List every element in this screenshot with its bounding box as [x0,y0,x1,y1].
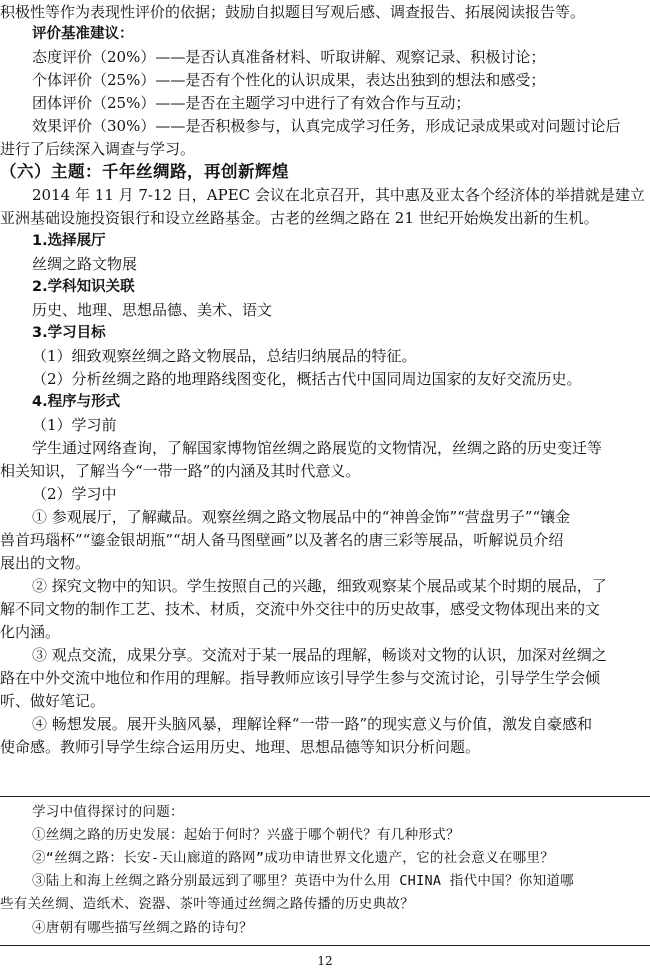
box-title: 学习中值得探讨的问题： [32,804,184,820]
question-item: ③陆上和海上丝绸之路分别最远到了哪里？英语中为什么用 CHINA 指代中国？你知道哪 [32,873,574,889]
question-item: ④唐朝有哪些描写丝绸之路的诗句？ [32,920,253,936]
discussion-box [0,796,650,946]
text-line: 丝绸之路文物展 [32,255,138,273]
text-line: ② 探究文物中的知识。学生按照自己的兴趣，细致观察某个展品或某个时期的展品，了 [32,577,607,595]
text-line: 积极性等作为表现性评价的依据；鼓励自拟题目写观后感、调查报告、拓展阅读报告等。 [0,3,586,21]
text-line: 亚洲基础设施投资银行和设立丝路基金。古老的丝绸之路在 21 世纪开始焕发出新的生机。 [0,209,599,227]
text-line: 团体评价（25%）——是否在主题学习中进行了有效合作与互动； [32,94,471,112]
text-line: 进行了后续深入调查与学习。 [0,140,196,158]
text-line: 历史、地理、思想品德、美术、语文 [32,301,273,319]
text-line: 展出的文物。 [0,554,91,572]
text-line: ④ 畅想发展。展开头脑风暴，理解诠释“一带一路”的现实意义与价值，激发自豪感和 [32,715,593,733]
text-line: （2）学习中 [32,485,117,503]
text-line: （2）分析丝绸之路的地理路线图变化，概括古代中国同周边国家的友好交流历史。 [32,370,582,388]
text-line: 2014 年 11 月 7-12 日，APEC 会议在北京召开，其中惠及亚太各个经济体的举措就是建立 [32,186,645,204]
question-item: ①丝绸之路的历史发展：起始于何时？兴盛于哪个朝代？有几种形式？ [32,827,460,843]
text-line: （1）细致观察丝绸之路文物展品，总结归纳展品的特征。 [32,347,417,365]
question-item: ②“丝绸之路：长安-天山廊道的路网”成功申请世界文化遗产，它的社会意义在哪里？ [32,850,555,866]
text-line: 个体评价（25%）——是否有个性化的认识成果，表达出独到的想法和感受； [32,71,546,89]
question-item-continued: 些有关丝绸、造纸术、瓷器、茶叶等通过丝绸之路传播的历史典故？ [0,896,414,912]
text-line: 兽首玛瑙杯”“鎏金银胡瓶”“胡人备马图壁画”以及著名的唐三彩等展品，听解说员介绍 [0,531,564,549]
text-line: 路在中外交流中地位和作用的理解。指导教师应该引导学生参与交流讨论，引导学生学会倾 [0,669,601,687]
text-line: 解不同文物的制作工艺、技术、材质，交流中外交往中的历史故事，感受文物体现出来的文 [0,600,601,618]
text-line: 态度评价（20%）——是否认真准备材料、听取讲解、观察记录、积极讨论； [32,48,546,66]
text-line: 效果评价（30%）——是否积极参与，认真完成学习任务，形成记录成果或对问题讨论后 [32,117,621,135]
text-line: （1）学习前 [32,416,117,434]
text-line: 使命感。教师引导学生综合运用历史、地理、思想品德等知识分析问题。 [0,738,481,756]
text-line: 化内涵。 [0,623,61,641]
text-line: ① 参观展厅，了解藏品。观察丝绸之路文物展品中的“神兽金饰”“营盘男子”“镶金 [32,508,571,526]
text-line: 相关知识，了解当今“一带一路”的内涵及其时代意义。 [0,462,361,480]
subheading: 2.学科知识关联 [32,279,135,295]
text-line: 学生通过网络查询，了解国家博物馆丝绸之路展览的文物情况，丝绸之路的历史变迁等 [32,439,603,457]
section-title: （六）主题：千年丝绸路，再创新辉煌 [0,162,289,181]
subheading: 3.学习目标 [32,325,106,341]
text-line: ③ 观点交流，成果分享。交流对于某一展品的理解，畅谈对文物的认识，加深对丝绸之 [32,646,607,664]
subheading: 4.程序与形式 [32,394,121,410]
evaluation-heading: 评价基准建议： [32,26,134,42]
page-number: 12 [317,954,333,968]
text-line: 听、做好笔记。 [0,692,106,710]
subheading: 1.选择展厅 [32,233,106,249]
